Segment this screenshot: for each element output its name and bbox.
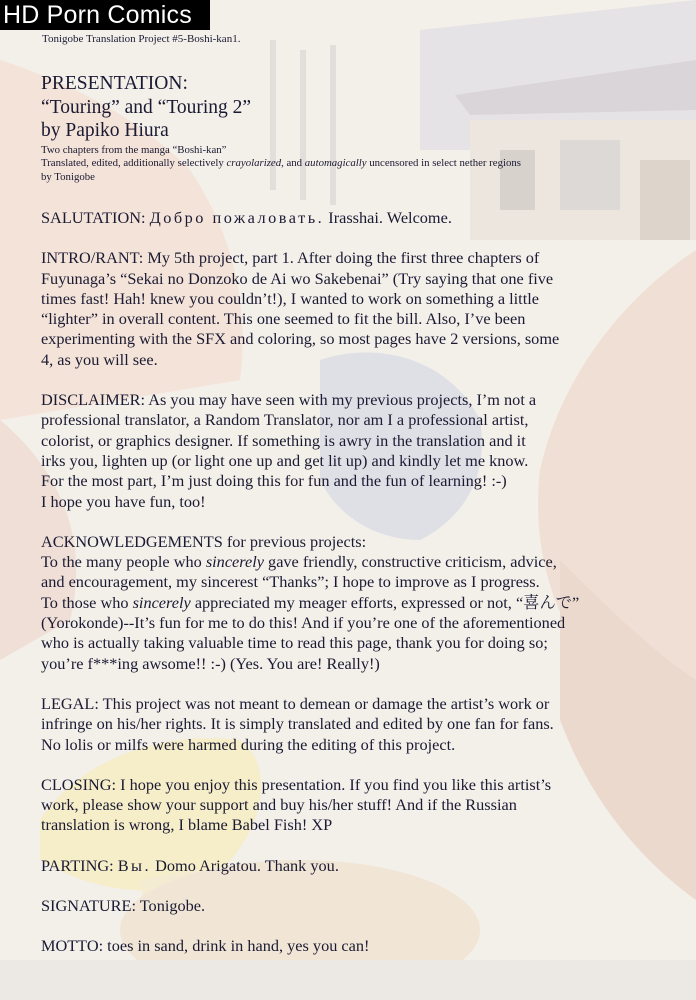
presentation-label: PRESENTATION: — [41, 73, 188, 94]
acknowledgements-section: ACKNOWLEDGEMENTS for previous projects: To the many people who sincerely gave friendly, constructive criticism, advice, and encouragement, my sincerest “Thanks”; I hope to improve as I progress. To those who sincerely appreciated my meager efforts, expressed or not, “喜んで” (Yorokonde)--It’s fun for me to do this! And if you’re one of the aforementioned who is actually taking valuable time to read this page, thank you for doing so; you’re f***ing awsome!! :-) (Yes. You are! Really!) — [41, 531, 580, 673]
notes-body — [41, 208, 681, 977]
site-logo[interactable]: HD Porn Comics — [0, 0, 210, 30]
disclaimer-section: DISCLAIMER: As you may have seen with my previous projects, I’m not a professional translator, a Random Translator, nor am I a professional artist, colorist, or graphics designer. If something is awry in the translation and it irks you, lighten up (or light one up and get lit up) and kindly let me know. For the most part, I’m just doing this for fun and the fun of learning! :-) I hope you have fun, too! — [41, 390, 537, 511]
intro-section: INTRO/RANT: My 5th project, part 1. After doing the first three chapters of Fuyunaga’s “Sekai no Donzoko de Ai wo Sakebenai” (Try saying that one five times fast! Hah! knew you couldn’t!), I wanted to work on something a little “lighter” in overall content. This one seemed to fit the bill. Also, I’ve been experimenting with the SFX and coloring, so most pages have 2 versions, some 4, as you will see. — [41, 248, 560, 369]
parting-section: PARTING: Вы. Domo Arigatou. Thank you. — [41, 855, 339, 875]
signature-section: SIGNATURE: Tonigobe. — [41, 896, 206, 916]
motto-section: MOTTO: toes in sand, drink in hand, yes you can! — [41, 936, 370, 956]
presentation-author: by Papiko Hiura — [41, 120, 169, 141]
presentation-details — [41, 144, 641, 185]
credits-by-line: by Tonigobe — [41, 170, 95, 183]
project-line: Tonigobe Translation Project #5-Boshi-kan1. — [42, 33, 241, 45]
presentation-titles: “Touring” and “Touring 2” — [41, 96, 252, 118]
legal-section: LEGAL: This project was not meant to demean or damage the artist’s work or infringe on his/her rights. It is simply translated and edited by one fan for fans. No lolis or milfs were harmed during the editing of this project. — [41, 693, 554, 754]
credits-line: Translated, edited, additionally selectively crayolarized, and automagically uncensored in select nether regions — [41, 157, 521, 169]
source-line: Two chapters from the manga “Boshi-kan” — [41, 143, 227, 156]
salutation-section: SALUTATION: Добро пожаловать. Irasshai. Welcome. — [41, 208, 452, 227]
presentation-header — [41, 72, 641, 184]
russian-welcome: Добро пожаловать. — [149, 208, 325, 227]
closing-section: CLOSING: I hope you enjoy this presentation. If you find you like this artist’s work, please show your support and buy his/her stuff! And if the Russian translation is wrong, I blame Babel Fish! XP — [41, 774, 552, 835]
russian-parting: Вы. — [117, 855, 152, 875]
